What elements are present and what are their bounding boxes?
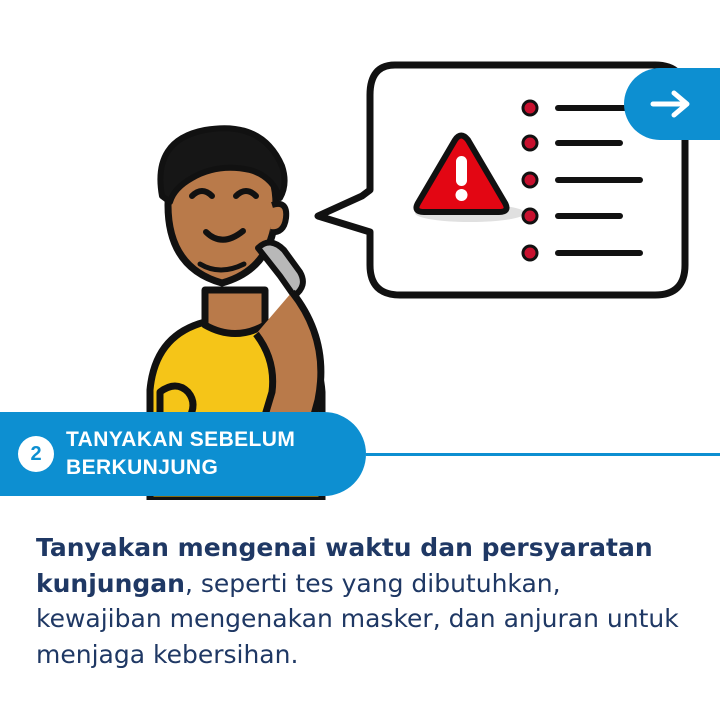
- body-copy-lead: Tanyakan mengenai waktu dan persyaratan kunjungan: [36, 533, 653, 598]
- next-arrow-button[interactable]: [624, 68, 720, 140]
- body-copy: [36, 530, 686, 672]
- step-title-line-1: TANYAKAN SEBELUM: [66, 427, 296, 451]
- step-banner: [0, 412, 366, 496]
- banner-divider-rule: [366, 453, 720, 456]
- step-title-line-2: BERKUNJUNG: [66, 456, 219, 479]
- body-copy-rest: , seperti tes yang dibutuhkan, kewajiban mengenakan masker, dan anjuran untuk menjaga kebersihan.: [36, 568, 679, 669]
- step-title: [66, 426, 295, 483]
- arrow-right-icon: [650, 89, 694, 119]
- step-number-badge: 2: [18, 436, 54, 472]
